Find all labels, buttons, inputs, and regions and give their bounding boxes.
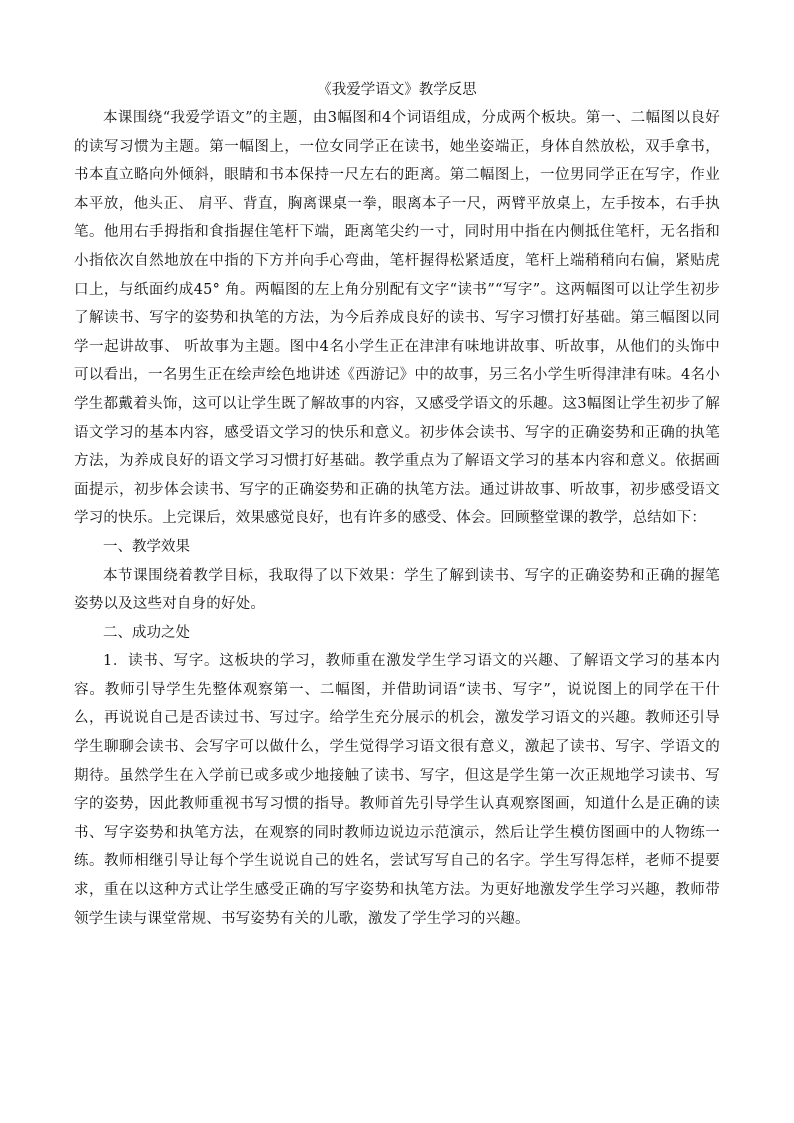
- document-title: 《我爱学语文》教学反思: [317, 82, 477, 98]
- section-heading-teaching-effect: 一、教学效果: [103, 538, 190, 555]
- intro-paragraph: 本课围绕“我爱学语文”的主题，由3幅图和4个词语组成，分成两个板块。第一、二幅图以良好的读写习惯为主题。第一幅图上，一位女同学正在读书，她坐姿端正，身体自然放松，双手拿书，书本直立略向外倾斜，眼睛和书本保持一尺左右的距离。第二幅图上，一位男同学正在写字，作业本平放，他头正、 肩平、背直，胸离课桌一拳，眼离本子一尺，两臂平放桌上，左手按本，右手执笔。他用右手拇指和食指握住笔杆下端，距离笔尖约一寸，同时用中指在内侧抵住笔杆，无名指和小指依次自然地放在中指的下方并向手心弯曲，笔杆握得松紧适度，笔杆上端稍稍向右偏，紧贴虎口上，与纸面约成45° 角。两幅图的左上角分别配有文字“读书”“写字”。这两幅图可以让学生初步了解读书、写字的姿势和执笔的方法，为今后养成良好的读书、写字习惯打好基础。第三幅图以同学一起讲故事、 听故事为主题。图中4名小学生正在津津有味地讲故事、听故事，从他们的头饰中可以看出，一名男生正在绘声绘色地讲述《西游记》中的故事，另三名小学生听得津津有味。4名小学生都戴着头饰，这可以让学生既了解故事的内容，又感受学语文的乐趣。这3幅图让学生初步了解语文学习的基本内容，感受语文学习的快乐和意义。初步体会读书、写字的正确姿势和正确的执笔方法，为养成良好的语文学习习惯打好基础。教学重点为了解语文学习的基本内容和意义。依据画面提示，初步体会读书、写字的正确姿势和正确的执笔方法。通过讲故事、听故事，初步感受语文学习的快乐。上完课后，效果感觉良好，也有许多的感受、体会。回顾整堂课的教学，总结如下：: [74, 110, 720, 527]
- successes-paragraph: 1．读书、写字。这板块的学习，教师重在激发学生学习语文的兴趣、了解语文学习的基本内容。教师引导学生先整体观察第一、二幅图，并借助词语“读书、写字”，说说图上的同学在干什么，再说说自己是否读过书、写过字。给学生充分展示的机会，激发学习语文的兴趣。教师还引导学生聊聊会读书、会写字可以做什么，学生觉得学习语文很有意义，激起了读书、写字、学语文的期待。虽然学生在入学前已或多或少地接触了读书、写字，但这是学生第一次正规地学习读书、写字的姿势，因此教师重视书写习惯的指导。教师首先引导学生认真观察图画，知道什么是正确的读书、写字姿势和执笔方法，在观察的同时教师边说边示范演示，然后让学生模仿图画中的人物练一练。教师相继引导让每个学生说说自己的姓名，尝试写写自己的名字。学生写得怎样，老师不提要求，重在以这种方式让学生感受正确的写字姿势和执笔方法。为更好地激发学生学习兴趣，教师带领学生读与课堂常规、书写姿势有关的儿歌，激发了学生学习的兴趣。: [74, 653, 720, 927]
- section-heading-successes: 二、成功之处: [103, 624, 190, 641]
- teaching-effect-paragraph: 本节课围绕着教学目标，我取得了以下效果：学生了解到读书、写字的正确姿势和正确的握笔姿势以及这些对自身的好处。: [74, 567, 720, 613]
